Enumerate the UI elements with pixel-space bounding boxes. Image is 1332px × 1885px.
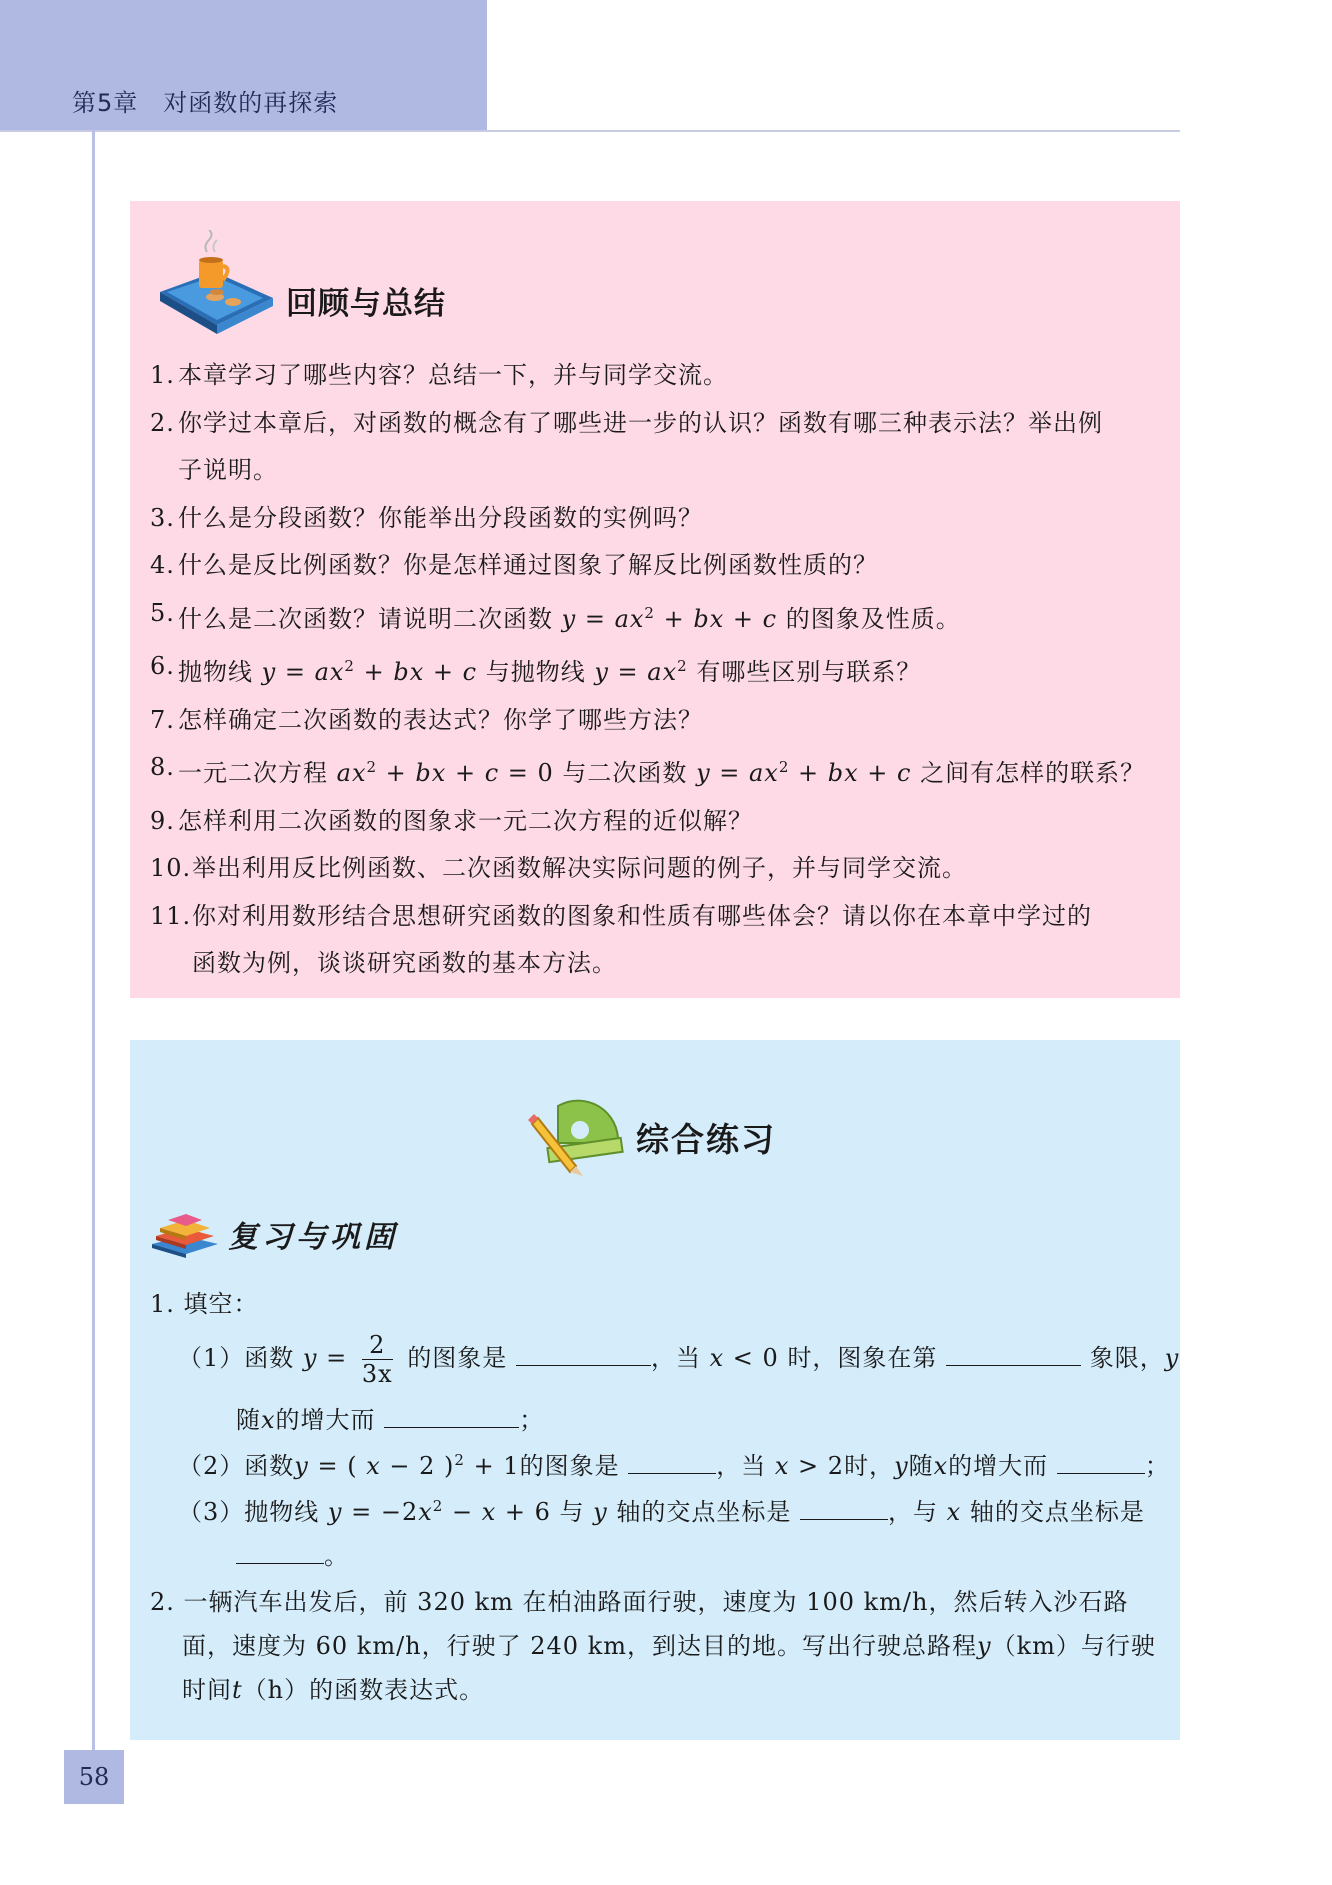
item-text: 与二次函数 <box>562 759 688 787</box>
text: 时， <box>844 1452 895 1480</box>
item-number: 7. <box>150 705 175 734</box>
item-number: 5. <box>150 598 175 627</box>
sub-question-number: （2） <box>178 1452 245 1480</box>
item-text: 与抛物线 <box>485 658 586 686</box>
question-1-2: （2）函数y = ( x − 2 )$^2$ + 1的图象是 ，当 x > 2时，y随x的增大而 ； <box>178 1451 1170 1480</box>
item-text: 之间有怎样的联系？ <box>920 759 1146 787</box>
text: （h）的函数表达式。 <box>242 1676 485 1704</box>
header-divider <box>0 130 1180 132</box>
item-text: 本章学习了哪些内容？总结一下，并与同学交流。 <box>178 361 728 389</box>
section-heading <box>150 1210 398 1258</box>
item-text: 什么是分段函数？你能举出分段函数的实例吗？ <box>178 503 703 532</box>
text: 面，速度为 60 km/h，行驶了 240 km，到达目的地。写出行驶总路程 <box>182 1632 978 1660</box>
review-item <box>150 697 1160 745</box>
answer-blank[interactable] <box>236 1543 324 1564</box>
book-cup-icon <box>155 230 280 340</box>
formula-simple-parabola: $y = ax^2$ <box>594 657 688 686</box>
review-heading <box>155 230 446 340</box>
condition: > 2 <box>798 1452 845 1480</box>
item-number: 3. <box>150 503 175 532</box>
item-text: 有哪些区别与联系？ <box>696 658 922 686</box>
text: 轴的交点坐标是 <box>969 1498 1145 1526</box>
item-number: 9. <box>150 806 175 835</box>
answer-blank[interactable] <box>1057 1453 1145 1474</box>
text: 轴的交点坐标是 <box>616 1498 792 1526</box>
answer-blank[interactable] <box>800 1499 888 1520</box>
text: ，当 <box>716 1452 767 1480</box>
review-item <box>150 590 1160 644</box>
item-text: 怎样利用二次函数的图象求一元二次方程的近似解？ <box>178 806 753 835</box>
text: 随 <box>908 1452 934 1480</box>
margin-line <box>92 130 95 1750</box>
text: 的图象是 <box>519 1452 620 1480</box>
text: 函数 <box>244 1452 295 1480</box>
text: 时，图象在第 <box>787 1344 938 1372</box>
item-number: 1. <box>150 361 175 389</box>
item-number: 8. <box>150 753 175 781</box>
text: 一辆汽车出发后，前 320 km 在柏油路面行驶，速度为 100 km/h，然后转入沙石路 <box>183 1588 1129 1616</box>
item-text: 的图象及性质。 <box>785 604 961 633</box>
exercise-title: 综合练习 <box>636 1119 776 1159</box>
item-text: 抛物线 <box>178 658 253 686</box>
formula-quadratic: $y = ax^2$ + bx + c <box>261 657 478 686</box>
item-text: 一元二次方程 <box>178 759 328 787</box>
fraction-denominator: 3x <box>361 1360 393 1388</box>
formula-quadratic: $y = ax^2$ + bx + c <box>561 603 778 633</box>
fraction-numerator: 2 <box>362 1331 393 1360</box>
condition: < 0 <box>732 1344 779 1372</box>
review-item <box>150 893 1160 988</box>
text: ； <box>519 1406 545 1434</box>
review-item <box>150 744 1160 798</box>
text: 的增大而 <box>948 1452 1049 1480</box>
question-1-1: （1）函数 y = $\frac{2}{3x}$ 的图象是 ，当 x < 0 时，图象在第 象限，y <box>178 1331 1180 1388</box>
text: 象限， <box>1089 1344 1165 1372</box>
question-2-line2: 面，速度为 60 km/h，行驶了 240 km，到达目的地。写出行驶总路程y（km）与行驶 <box>182 1632 1156 1660</box>
text: 的增大而 <box>275 1406 376 1434</box>
review-item <box>150 845 1160 893</box>
question-number: 2. <box>150 1588 175 1616</box>
item-text: 怎样确定二次函数的表达式？你学了哪些方法？ <box>178 705 703 734</box>
fraction <box>362 1331 393 1388</box>
item-number: 4. <box>150 551 175 579</box>
item-text-continuation: 函数为例，谈谈研究函数的基本方法。 <box>192 949 617 977</box>
text: ，与 <box>888 1498 938 1526</box>
review-question-list <box>150 352 1160 988</box>
question-1-3-line2 <box>236 1536 349 1571</box>
review-item <box>150 352 1160 400</box>
page-number: 58 <box>64 1750 124 1804</box>
question-2-line3: 时间t（h）的函数表达式。 <box>182 1676 485 1704</box>
sub-question-number: （3） <box>178 1498 245 1526</box>
text: 与 <box>559 1498 585 1526</box>
books-stack-icon <box>150 1210 220 1258</box>
ruler-pencil-icon <box>528 1098 628 1176</box>
text: 随 <box>236 1406 261 1434</box>
review-item <box>150 495 1160 543</box>
text: ； <box>1144 1452 1170 1480</box>
text: （km）与行驶 <box>991 1632 1156 1660</box>
exercise-heading <box>528 1098 776 1176</box>
chapter-title: 第5章 对函数的再探索 <box>72 89 339 117</box>
item-text: 你对利用数形结合思想研究函数的图象和性质有哪些体会？请以你在本章中学过的 <box>192 901 1092 930</box>
text: 函数 <box>244 1344 295 1372</box>
review-item <box>150 798 1160 846</box>
item-text: 你学过本章后，对函数的概念有了哪些进一步的认识？函数有哪三种表示法？举出例 <box>178 408 1103 437</box>
review-item <box>150 542 1160 590</box>
review-title: 回顾与总结 <box>286 285 446 322</box>
text: ，当 <box>650 1344 701 1372</box>
formula-equation: $ax^2$ + bx + c = 0 <box>336 758 554 787</box>
item-number: 11. <box>150 901 192 930</box>
text: 抛物线 <box>244 1498 320 1526</box>
formula-quadratic: $y = ax^2$ + bx + c <box>696 758 912 787</box>
review-item <box>150 643 1160 697</box>
item-number: 10. <box>150 854 192 882</box>
text: 时间 <box>182 1676 232 1704</box>
item-number: 2. <box>150 408 175 437</box>
item-text: 什么是二次函数？请说明二次函数 <box>178 604 553 633</box>
question-1-1-line2: 随x的增大而 ； <box>236 1406 545 1434</box>
text: 。 <box>324 1542 349 1570</box>
answer-blank[interactable] <box>384 1407 519 1428</box>
item-number: 6. <box>150 652 175 680</box>
sub-question-number: （1） <box>178 1344 245 1372</box>
answer-blank[interactable] <box>946 1345 1081 1366</box>
question-1-label: 1. 填空： <box>150 1290 259 1318</box>
question-1-3: （3）抛物线 $y = -2x^2 - x + 6$ 与 y 轴的交点坐标是 ，与 x 轴的交点坐标是 <box>178 1497 1145 1526</box>
item-text: 举出利用反比例函数、二次函数解决实际问题的例子，并与同学交流。 <box>192 854 967 882</box>
item-text: 什么是反比例函数？你是怎样通过图象了解反比例函数性质的？ <box>178 551 878 579</box>
item-text-continuation: 子说明。 <box>178 456 278 484</box>
section-title: 复习与巩固 <box>228 1220 398 1255</box>
text: 的图象是 <box>407 1344 508 1372</box>
review-item <box>150 400 1160 495</box>
answer-blank[interactable] <box>516 1345 651 1366</box>
question-2 <box>150 1582 1128 1617</box>
answer-blank[interactable] <box>628 1453 716 1474</box>
